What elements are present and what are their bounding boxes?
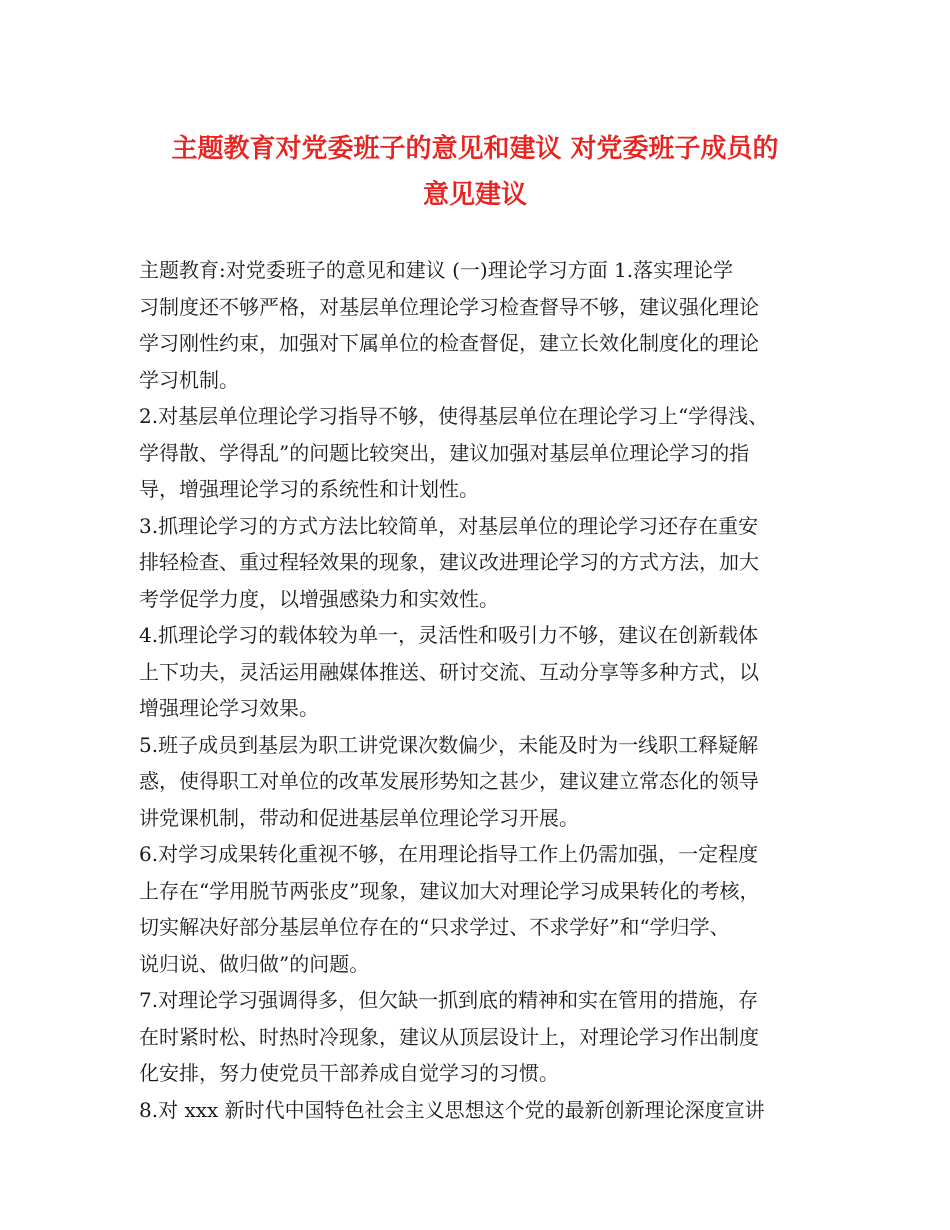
body-line: 6.对学习成果转化重视不够，在用理论指导工作上仍需加强，一定程度	[139, 842, 759, 866]
body-line: 4.抓理论学习的载体较为单一，灵活性和吸引力不够，建议在创新载体	[139, 623, 759, 647]
body-line: 考学促学力度，以增强感染力和实效性。	[139, 586, 499, 611]
body-line: 上存在“学用脱节两张皮”现象，建议加大对理论学习成果转化的考核，	[139, 878, 760, 903]
body-line: 化安排，努力使党员干部养成自觉学习的习惯。	[139, 1061, 559, 1085]
document-body	[139, 252, 819, 1128]
title-line-2: 意见建议	[422, 180, 527, 210]
body-line: 2.对基层单位理论学习指导不够，使得基层单位在理论学习上“学得浅、	[139, 404, 769, 428]
body-line: 切实解决好部分基层单位存在的“只求学过、不求学好”和“学归学、	[139, 915, 730, 939]
body-line: 上下功夫，灵活运用融媒体推送、研讨交流、互动分享等多种方式，以	[139, 659, 759, 684]
body-line: 排轻检查、重过程轻效果的现象，建议改进理论学习的方式方法，加大	[139, 550, 759, 574]
body-line: 增强理论学习效果。	[139, 696, 319, 720]
body-line: 学习刚性约束，加强对下属单位的检查督促，建立长效化制度化的理论	[139, 331, 759, 355]
body-line: 学习机制。	[139, 367, 239, 392]
body-line: 讲党课机制，带动和促进基层单位理论学习开展。	[139, 805, 579, 830]
body-line: 导，增强理论学习的系统性和计划性。	[139, 477, 479, 501]
body-line: 习制度还不够严格，对基层单位理论学习检查督导不够，建议强化理论	[139, 294, 759, 319]
body-line: 5.班子成员到基层为职工讲党课次数偏少，未能及时为一线职工释疑解	[139, 732, 759, 757]
document-title	[120, 126, 830, 218]
body-line: 8.对 xxx 新时代中国特色社会主义思想这个党的最新创新理论深度宣讲	[139, 1097, 765, 1122]
body-line: 7.对理论学习强调得多，但欠缺一抓到底的精神和实在管用的措施，存	[139, 988, 759, 1012]
body-line: 在时紧时松、时热时冷现象，建议从顶层设计上，对理论学习作出制度	[139, 1024, 759, 1049]
body-line: 惑，使得职工对单位的改革发展形势知之甚少，建议建立常态化的领导	[139, 769, 759, 793]
body-line: 主题教育:对党委班子的意见和建议 (一)理论学习方面 1.落实理论学	[139, 258, 734, 282]
body-line: 学得散、学得乱”的问题比较突出，建议加强对基层单位理论学习的指	[139, 440, 750, 465]
body-line: 说归说、做归做”的问题。	[139, 951, 370, 976]
title-line-1: 主题教育对党委班子的意见和建议 对党委班子成员的	[171, 134, 779, 164]
body-line: 3.抓理论学习的方式方法比较简单，对基层单位的理论学习还存在重安	[139, 513, 759, 538]
